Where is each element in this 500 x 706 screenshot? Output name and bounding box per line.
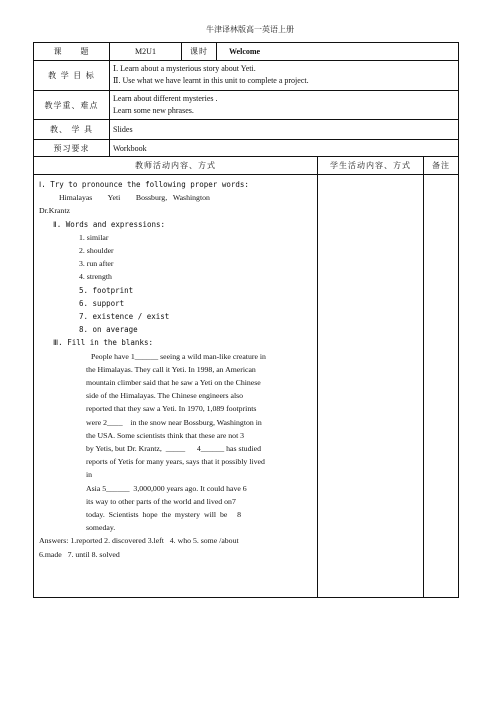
passage-line: the Himalayas. They call it Yeti. In 1998, an American (86, 364, 256, 374)
keypoint-1: Learn about different mysteries . (113, 94, 218, 103)
passage-line: Asia 5______ 3,000,000 years ago. It could have 6 (86, 483, 247, 493)
materials-label: 教、 学 具 (34, 120, 110, 139)
keypoints-label: 教学重、难点 (34, 91, 110, 119)
lesson-plan-table (33, 42, 459, 598)
passage-line: in (86, 470, 93, 480)
vocab-item: 4. strength (79, 272, 112, 282)
objective-1: Ⅰ. Learn about a mysterious story about Yeti. (113, 64, 256, 73)
preview-label: 预习要求 (34, 140, 110, 156)
passage-line: side of the Himalayas. The Chinese engineers also (86, 391, 244, 401)
vocab-item: 3. run after (79, 259, 114, 269)
objectives-label: 教 学 目 标 (34, 61, 110, 90)
row-materials (34, 120, 458, 140)
passage-line: by Yetis, but Dr. Krantz, _____ 4______ has studied (86, 444, 261, 454)
vocab-item: 2. shoulder (79, 246, 114, 256)
row-preview (34, 140, 458, 157)
passage-line: were 2____ in the snow near Bossburg, Washington in (86, 417, 262, 427)
teacher-activity-cell (34, 175, 318, 597)
page-header: 牛津译林版高一英语上册 (206, 25, 294, 34)
materials-value: Slides (113, 125, 133, 134)
row-keypoints (34, 91, 458, 120)
student-column-header: 学生活动内容、方式 (318, 157, 424, 174)
topic-label: 课 题 (34, 43, 110, 60)
row-column-headers (34, 157, 458, 175)
row-objectives (34, 61, 458, 91)
passage-line: People have 1______ seeing a wild man-like creature in (91, 351, 266, 361)
objectives-text (110, 61, 458, 90)
passage-line: its way to other parts of the world and lived on7 (86, 496, 236, 506)
student-activity-cell (318, 175, 424, 597)
passage-line: mountain climber said that he saw a Yeti on the Chinese (86, 378, 261, 388)
passage-line: someday. (86, 523, 116, 533)
vocab-item: 8. on average (79, 325, 138, 335)
passage-line: reports of Yetis for many years, says that it possibly lived (86, 457, 265, 467)
keypoint-2: Learn some new phrases. (113, 106, 194, 115)
proper-words-cont: Dr.Krantz (39, 206, 70, 216)
vocab-item: 7. existence / exist (79, 312, 170, 322)
keypoints-text (110, 91, 458, 119)
passage-line: today. Scientists hope the mystery will be 8 (86, 510, 241, 520)
section-1-title: Ⅰ. Try to pronounce the following proper words: (39, 180, 249, 189)
row-topic (34, 43, 458, 61)
proper-words: Himalayas Yeti Bossburg, Washington (59, 193, 210, 203)
note-cell (424, 175, 458, 597)
section-2-title: Ⅱ. Words and expressions: (53, 219, 166, 229)
objective-2: Ⅱ. Use what we have learnt in this unit to complete a project. (113, 76, 309, 85)
teacher-column-header: 教师活动内容、方式 (34, 157, 318, 174)
vocab-item: 6. support (79, 298, 125, 308)
answers-line: Answers: 1.reported 2. discovered 3.left 4. who 5. some /about (39, 536, 239, 546)
answers-line: 6.made 7. until 8. solved (39, 549, 120, 559)
passage-line: reported that they saw a Yeti. In 1970, 1,089 footprints (86, 404, 257, 414)
note-column-header: 备注 (432, 161, 450, 170)
row-content (34, 175, 458, 597)
unit-value: M2U1 (110, 43, 182, 60)
period-label: 课时 (182, 43, 217, 60)
section-3-title: Ⅲ. Fill in the blanks: (53, 338, 153, 348)
preview-value: Workbook (113, 143, 147, 153)
vocab-item: 5. footprint (79, 285, 134, 295)
passage-line: the USA. Some scientists think that these are not 3 (86, 430, 245, 440)
vocab-item: 1. similar (79, 232, 109, 242)
lesson-title: Welcome (229, 47, 261, 56)
